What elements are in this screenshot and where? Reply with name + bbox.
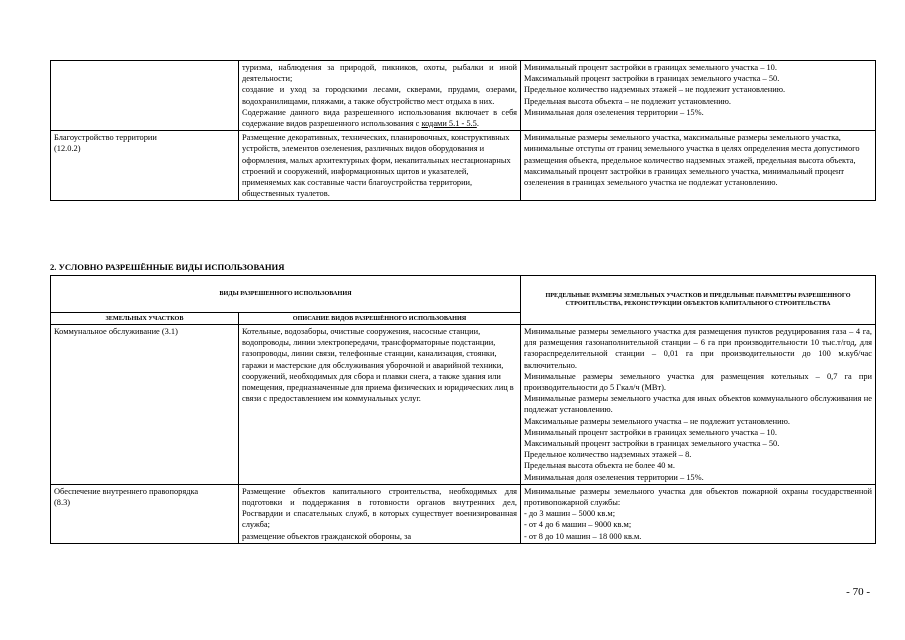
parameters-cell: Минимальный процент застройки в границах земельного участка – 10. Максимальный процент застройки в границах земельного участка – 50. Предельное количество надземных этажей – не подлежит установлению. Предельная высота объекта – не подлежит установлению. Минимальная доля озеленения территории – 15%.: [521, 61, 876, 131]
land-use-name-cell: Обеспечение внутреннего правопорядка (8.3): [51, 484, 239, 543]
continuation-table: [50, 60, 876, 201]
conditional-uses-table: [50, 275, 876, 544]
code-reference-link: кодами 5.1 - 5.5: [421, 119, 477, 129]
land-use-description-cell: туризма, наблюдения за природой, пикников, охоты, рыбалки и иной деятельности; создание и уход за городскими лесами, скверами, прудами, озерами, водохранилищами, пляжами, а также обустройство мест отдыха в них. Содержание данного вида разрешенного использования включает в себя содержание видов разрешенного использования с кодами 5.1 - 5.5.: [239, 61, 521, 131]
land-use-description-cell: Котельные, водозаборы, очистные сооружения, насосные станции, водопроводы, линии электропередачи, трансформаторные подстанции, газопроводы, линии связи, телефонные станции, канализация, стоянки, гаражи и мастерские для обслуживания уборочной и аварийной техники, сооружений, необходимых для сбора и плавки снега, а также здания или помещения, предназначенные для приема физических и юридических лиц в связи с предоставлением им коммунальных услуг.: [239, 325, 521, 485]
page-number: - 70 -: [846, 586, 870, 598]
parameters-cell: Минимальные размеры земельного участка для размещения пунктов редуцирования газа – 4 га, для размещения газонаполнительной станции – 6 га при производительности 10 тыс.т/год, для газораспределительной станции – 0,01 га при производительности до 100 м.куб/час включительно. Минимальные размеры земельного участка для размещения котельных – 0,7 га при производительности до 5 Гкал/ч (МВт). Минимальные размеры земельного участка для иных объектов коммунального обслуживания не подлежат установлению. Максимальные размеры земельного участка – не подлежит установлению. Минимальный процент застройки в границах земельного участка – 10. Максимальный процент застройки в границах земельного участка – 50. Предельное количество надземных этажей – 8. Предельная высота объекта не более 40 м. Минимальная доля озеленения территории – 15%.: [521, 325, 876, 485]
table-row: [51, 61, 876, 131]
header-limit-parameters: ПРЕДЕЛЬНЫЕ РАЗМЕРЫ ЗЕМЕЛЬНЫХ УЧАСТКОВ И ПРЕДЕЛЬНЫЕ ПАРАМЕТРЫ РАЗРЕШЕННОГО СТРОИТЕЛЬСТВА, РЕКОНСТРУКЦИИ ОБЪЕКТОВ КАПИТАЛЬНОГО СТРОИТЕЛЬСТВА: [521, 276, 876, 325]
land-use-name-cell: Коммунальное обслуживание (3.1): [51, 325, 239, 485]
land-use-name-cell: [51, 61, 239, 131]
table-row: [51, 325, 876, 485]
table-header-row: [51, 276, 876, 313]
table-row: [51, 131, 876, 201]
header-land-plots: ЗЕМЕЛЬНЫХ УЧАСТКОВ: [51, 313, 239, 325]
section-heading: 2. УСЛОВНО РАЗРЕШЁННЫЕ ВИДЫ ИСПОЛЬЗОВАНИЯ: [50, 262, 285, 272]
land-use-description-cell: Размещение объектов капитального строительства, необходимых для подготовки и поддержания в готовности органов внутренних дел, Росгвардии и спасательных служб, в которых существует военизированная служба; размещение объектов гражданской обороны, за: [239, 484, 521, 543]
table-row: [51, 484, 876, 543]
parameters-cell: Минимальные размеры земельного участка, максимальные размеры земельного участка, минимальные отступы от границ земельного участка в целях определения места допустимого размещения объекта, предельное количество надземных этажей, предельная высота объекта, максимальный процент застройки в границах земельного участка, минимальный процент озеленения в границах земельного участка не подлежат установлению.: [521, 131, 876, 201]
land-use-name-cell: Благоустройство территории (12.0.2): [51, 131, 239, 201]
header-use-description: ОПИСАНИЕ ВИДОВ РАЗРЕШЁННОГО ИСПОЛЬЗОВАНИЯ: [239, 313, 521, 325]
parameters-cell: Минимальные размеры земельного участка для объектов пожарной охраны государственной противопожарной службы: - до 3 машин – 5000 кв.м; - от 4 до 6 машин – 9000 кв.м; - от 8 до 10 машин – 18 000 кв.м.: [521, 484, 876, 543]
header-permitted-uses: ВИДЫ РАЗРЕШЕННОГО ИСПОЛЬЗОВАНИЯ: [51, 276, 521, 313]
land-use-description-cell: Размещение декоративных, технических, планировочных, конструктивных устройств, элементов озеленения, различных видов оборудования и оформления, малых архитектурных форм, некапитальных нестационарных строений и сооружений, информационных щитов и указателей, применяемых как составные части благоустройства территории, общественных туалетов.: [239, 131, 521, 201]
